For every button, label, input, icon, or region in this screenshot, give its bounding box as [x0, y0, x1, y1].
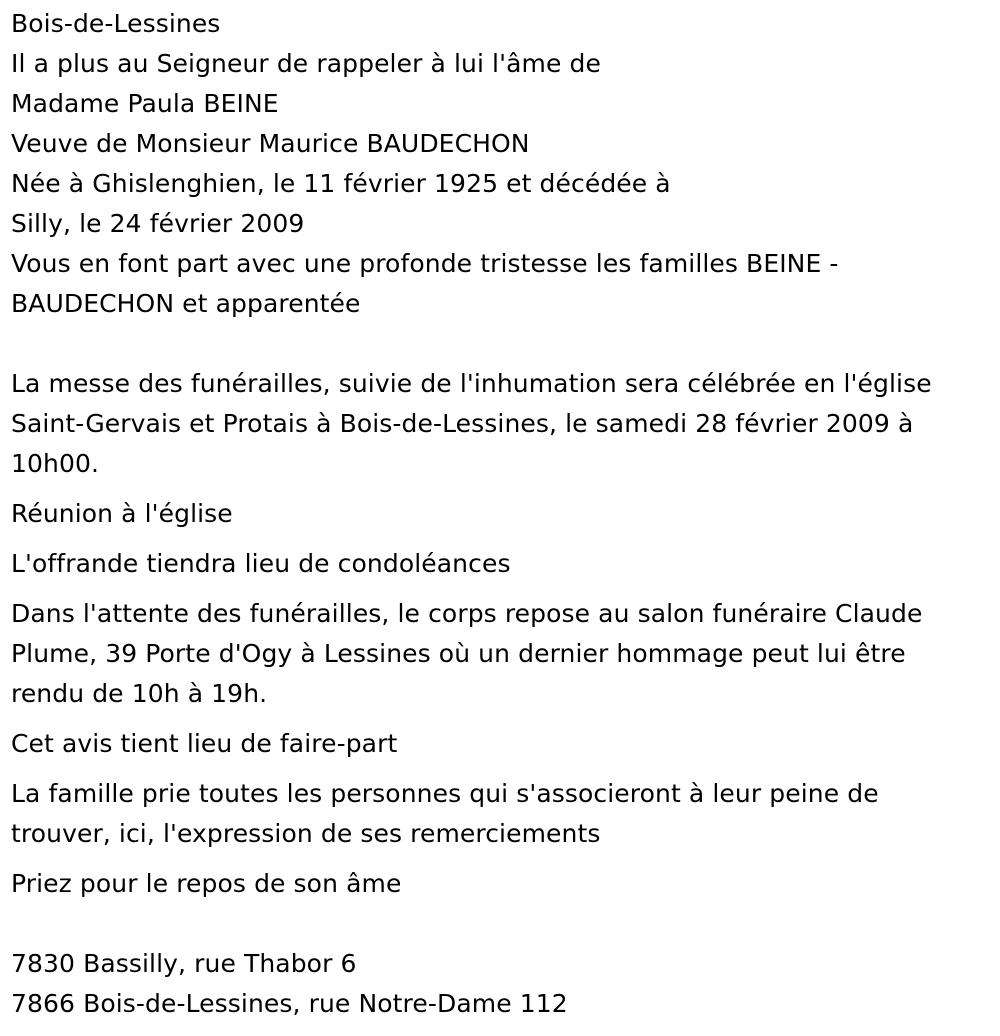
- spacer: [11, 324, 986, 364]
- spacer: [11, 904, 986, 944]
- meeting-paragraph: Réunion à l'église: [11, 499, 233, 528]
- notice-header: [11, 4, 986, 324]
- family-line: Vous en font part avec une profonde tristesse les familles BEINE -: [11, 249, 839, 278]
- funeral-home-paragraph: Dans l'attente des funérailles, le corps repose au salon funéraire Claude Plume, 39 Porte d'Ogy à Lessines où un dernier hommage peut lui être rendu de 10h à 19h.: [11, 599, 923, 708]
- address-line: 7830 Bassilly, rue Thabor 6: [11, 949, 357, 978]
- address-line: 7866 Bois-de-Lessines, rue Notre-Dame 112: [11, 989, 568, 1018]
- funeral-mass-paragraph: La messe des funérailles, suivie de l'inhumation sera célébrée en l'église Saint-Gervais et Protais à Bois-de-Lessines, le samedi 28 février 2009 à 10h00.: [11, 369, 932, 478]
- place-name: Bois-de-Lessines: [11, 9, 221, 38]
- spacer: [11, 854, 986, 864]
- spacer: [11, 484, 986, 494]
- announcement-line: Il a plus au Seigneur de rappeler à lui l'âme de: [11, 49, 601, 78]
- family-line-continued: BAUDECHON et apparentée: [11, 289, 361, 318]
- faire-part-paragraph: Cet avis tient lieu de faire-part: [11, 729, 398, 758]
- spacer: [11, 714, 986, 724]
- death-line: Silly, le 24 février 2009: [11, 209, 305, 238]
- obituary-notice: [11, 4, 986, 1024]
- spacer: [11, 534, 986, 544]
- prayer-paragraph: Priez pour le repos de son âme: [11, 869, 402, 898]
- thanks-paragraph: La famille prie toutes les personnes qui s'associeront à leur peine de trouver, ici, l'expression de ses remerciements: [11, 779, 879, 848]
- spacer: [11, 584, 986, 594]
- spacer: [11, 764, 986, 774]
- addresses: [11, 944, 986, 1024]
- spouse-line: Veuve de Monsieur Maurice BAUDECHON: [11, 129, 530, 158]
- birth-line: Née à Ghislenghien, le 11 février 1925 et décédée à: [11, 169, 671, 198]
- deceased-name: Madame Paula BEINE: [11, 89, 279, 118]
- offering-paragraph: L'offrande tiendra lieu de condoléances: [11, 549, 511, 578]
